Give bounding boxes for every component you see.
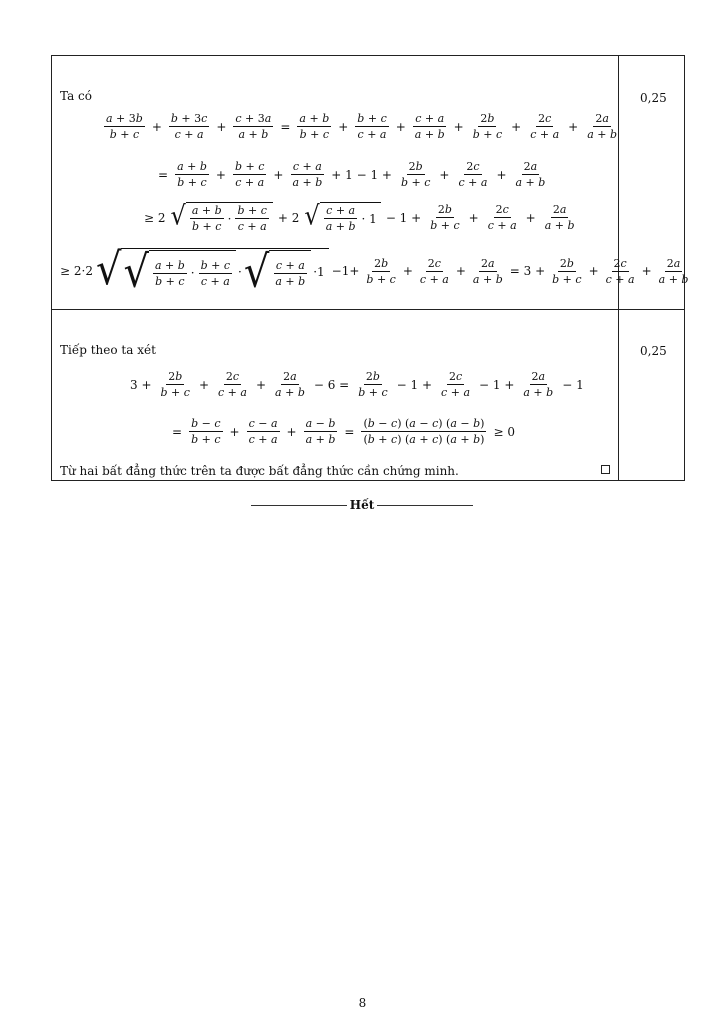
row-divider <box>52 309 684 310</box>
row1-intro: Ta có <box>60 89 92 103</box>
row1-score: 0,25 <box>640 91 667 105</box>
end-rule-right <box>377 505 473 506</box>
qed-square-icon <box>601 465 610 474</box>
solution-table <box>51 55 689 481</box>
end-marker <box>251 498 473 512</box>
row2-conclusion: Từ hai bất đẳng thức trên ta được bất đẳng thức cần chứng minh. <box>60 464 459 478</box>
math-line-6: = $\frac{b - c}{b + c}$ + $\frac{c - a}{c + a}$ + $\frac{a - b}{a + b}$ = $\frac{(b - c) (a - c) (a - b)}{(b + c) (a + c) (a + b)}$ ≥ 0 <box>172 417 515 446</box>
math-line-1: $\frac{a + 3b}{b + c}$ + $\frac{b + 3c}{c + a}$ + $\frac{c + 3a}{a + b}$ = $\frac{a + b}{b + c}$ + $\frac{b + c}{c + a}$ + $\frac{c + a}{a + b}$ + $\frac{2b}{b + c}$ + $\frac{2c}{c + a}$ + $\frac{2a}{a + b}$ <box>106 112 618 141</box>
math-line-2: = $\frac{a + b}{b + c}$ + $\frac{b + c}{c + a}$ + $\frac{c + a}{a + b}$ + 1 − 1 + $\frac{2b}{b + c}$ + $\frac{2c}{c + a}$ + $\frac{2a}{a + b}$ <box>158 160 546 189</box>
end-rule-left <box>251 505 347 506</box>
end-word: Hết <box>349 498 375 512</box>
math-line-3: ≥ 2 √ $\frac{a + b}{b + c}$ · $\frac{b + c}{c + a}$ + 2 √ $\frac{c + a}{a + b}$ · 1 − 1 + $\frac{2b}{b + c}$ + $\frac{2c}{c + a}$ + $\frac{2a}{a + b}$ <box>144 200 575 233</box>
row2-intro: Tiếp theo ta xét <box>60 343 156 357</box>
math-line-5: 3 + $\frac{2b}{b + c}$ + $\frac{2c}{c + a}$ + $\frac{2a}{a + b}$ − 6 = $\frac{2b}{b + c}$ − 1 + $\frac{2c}{c + a}$ − 1 + $\frac{2a}{a + b}$ − 1 <box>130 370 584 399</box>
math-line-4: ≥ 2·2 √ √ $\frac{a + b}{b + c}$ · $\frac{b + c}{c + a}$ · √ $\frac{c + a}{a + b}$ ·1 −1+ $\frac{2b}{b + c}$ + $\frac{2c}{c + a}$ + $\frac{2a}{a + b}$ = 3 + $\frac{2b}{b + c}$ + $\frac{2c}{c + a}$ + $\frac{2a}{a + b}$ <box>60 244 689 298</box>
row2-score: 0,25 <box>640 344 667 358</box>
page-number: 8 <box>358 996 367 1010</box>
